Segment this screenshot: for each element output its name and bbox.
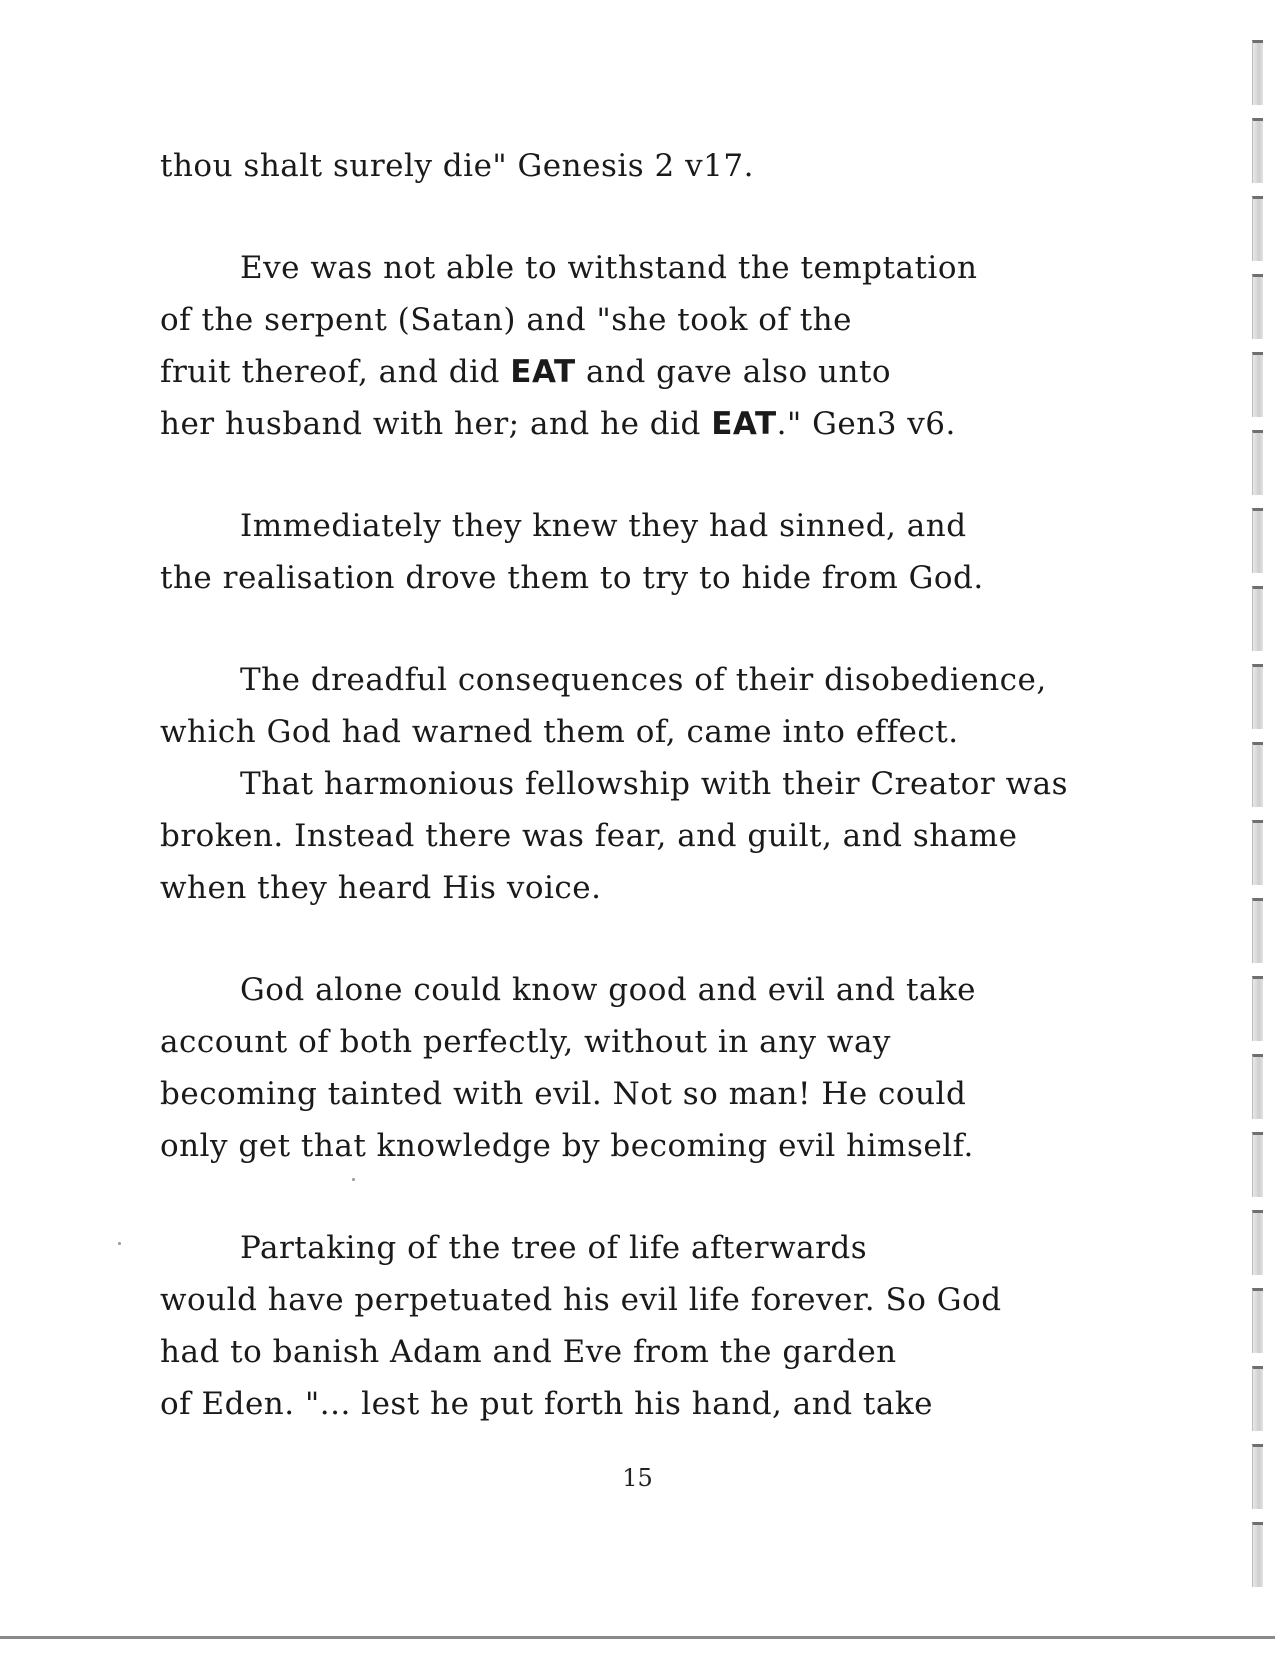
binding-hole [1252, 586, 1263, 651]
text-fragment: fruit thereof, and did [160, 354, 511, 390]
spiral-binding-holes [1243, 30, 1263, 1610]
text-line: Immediately they knew they had sinned, and [240, 508, 967, 544]
paragraph-5 [160, 964, 1120, 1172]
binding-hole [1252, 430, 1263, 495]
binding-hole [1252, 1210, 1263, 1275]
paragraph-2 [160, 242, 1120, 450]
binding-hole [1252, 118, 1263, 183]
scan-speck [118, 1242, 121, 1245]
binding-hole [1252, 352, 1263, 417]
binding-hole [1252, 1132, 1263, 1197]
paragraph-1 [160, 140, 1120, 192]
text-line: account of both perfectly, without in any way [160, 1024, 891, 1060]
text-line: which God had warned them of, came into effect. [160, 714, 959, 750]
text-line [160, 398, 1120, 450]
handwritten-text-body [160, 140, 1120, 1430]
text-line: Eve was not able to withstand the temptation [240, 250, 978, 286]
text-line: of the serpent (Satan) and "she took of the [160, 302, 852, 338]
text-line: Partaking of the tree of life afterwards [240, 1230, 868, 1266]
text-line: thou shalt surely die" Genesis 2 v17. [160, 148, 754, 184]
binding-hole [1252, 1522, 1263, 1587]
text-fragment: her husband with her; and he did [160, 406, 712, 442]
text-line: becoming tainted with evil. Not so man! He could [160, 1076, 967, 1112]
text-line: would have perpetuated his evil life forever. So God [160, 1282, 1002, 1318]
emphasized-word: EAT [510, 354, 576, 390]
text-line: That harmonious fellowship with their Creator was [240, 766, 1069, 802]
binding-hole [1252, 274, 1263, 339]
text-line: had to banish Adam and Eve from the garden [160, 1334, 897, 1370]
binding-hole [1252, 40, 1263, 105]
text-line: broken. Instead there was fear, and guilt, and shame [160, 818, 1018, 854]
binding-hole [1252, 898, 1263, 963]
binding-hole [1252, 742, 1263, 807]
binding-hole [1252, 1054, 1263, 1119]
emphasized-word: EAT [711, 406, 777, 442]
text-line: God alone could know good and evil and take [240, 972, 977, 1008]
binding-hole [1252, 820, 1263, 885]
binding-hole [1252, 196, 1263, 261]
page-bottom-edge [0, 1636, 1275, 1639]
binding-hole [1252, 1288, 1263, 1353]
text-fragment: ." Gen3 v6. [776, 406, 956, 442]
binding-hole [1252, 508, 1263, 573]
text-line: of Eden. "... lest he put forth his hand, and take [160, 1386, 933, 1422]
binding-hole [1252, 1366, 1263, 1431]
paragraph-4 [160, 654, 1120, 914]
page-number: 15 [622, 1464, 653, 1492]
binding-hole [1252, 664, 1263, 729]
text-line: the realisation drove them to try to hide from God. [160, 560, 984, 596]
binding-hole [1252, 976, 1263, 1041]
paragraph-3 [160, 500, 1120, 604]
text-line: only get that knowledge by becoming evil himself. [160, 1128, 974, 1164]
scan-speck [352, 1178, 355, 1181]
binding-hole [1252, 1444, 1263, 1509]
text-line: The dreadful consequences of their disobedience, [240, 662, 1047, 698]
text-line: when they heard His voice. [160, 870, 602, 906]
paragraph-6 [160, 1222, 1120, 1430]
text-fragment: and gave also unto [575, 354, 892, 390]
text-line [160, 346, 1120, 398]
